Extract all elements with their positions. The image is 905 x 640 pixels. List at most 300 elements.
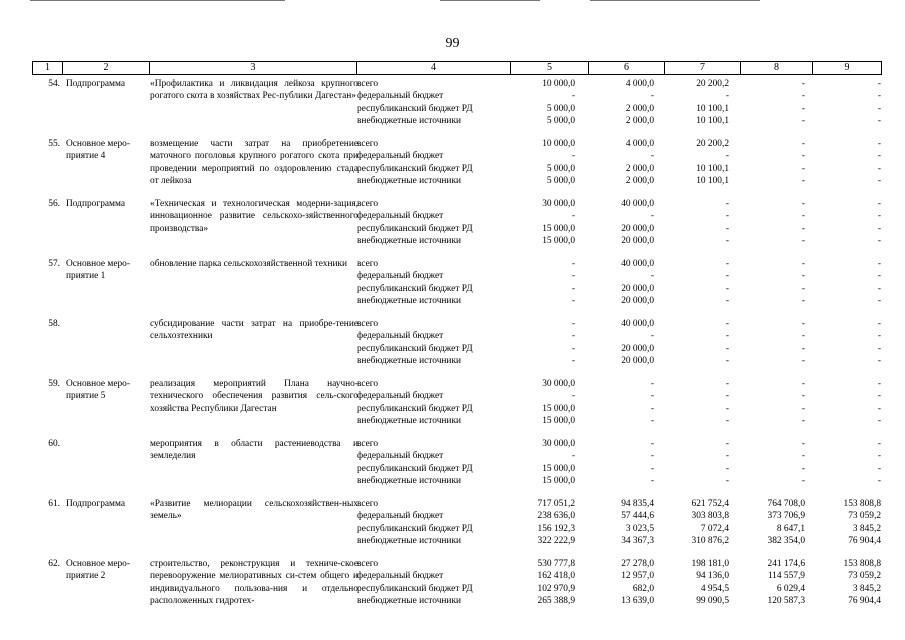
value-cell: 12 957,0 (621, 571, 654, 582)
value-cell: - (571, 331, 575, 342)
value-cell: 40 000,0 (621, 319, 654, 329)
value-cell: - (801, 116, 805, 127)
value-cell: - (725, 391, 729, 402)
row-type: Основное меро- приятие 2 (66, 559, 130, 582)
funding-source: республиканский бюджет РД (357, 343, 473, 354)
value-cell: - (650, 271, 654, 282)
value-cell: - (725, 271, 729, 282)
top-divider (440, 0, 540, 1)
funding-source: внебюджетные источники (357, 356, 462, 367)
value-cell: - (571, 356, 575, 367)
value-cell: - (877, 236, 881, 247)
funding-source: федеральный бюджет (357, 271, 444, 282)
value-column-7 (666, 438, 729, 488)
value-column-8 (742, 318, 805, 368)
value-cell: - (571, 283, 575, 294)
value-column-7 (666, 558, 729, 608)
value-cell: - (650, 391, 654, 402)
value-cell: 322 222,9 (537, 536, 575, 547)
value-column-7 (666, 138, 729, 188)
value-column-7 (666, 378, 729, 428)
value-column-9 (818, 558, 881, 608)
value-cell: - (725, 211, 729, 222)
funding-source: внебюджетные источники (357, 476, 462, 487)
funding-source: республиканский бюджет РД (357, 103, 473, 114)
funding-source: федеральный бюджет (357, 331, 444, 342)
value-cell: - (801, 391, 805, 402)
value-cell: 20 000,0 (621, 296, 654, 307)
value-cell: - (801, 176, 805, 187)
value-column-8 (742, 258, 805, 308)
value-column-7 (666, 198, 729, 248)
funding-source: республиканский бюджет РД (357, 163, 473, 174)
value-cell: 4 000,0 (625, 139, 654, 149)
value-cell: 7 072,4 (700, 523, 729, 534)
funding-sources (357, 318, 507, 368)
value-column-6 (590, 138, 654, 188)
column-header: 7 (665, 62, 741, 74)
value-column-5 (510, 318, 575, 368)
value-cell: - (725, 451, 729, 462)
value-column-8 (742, 498, 805, 548)
column-header: 3 (150, 62, 357, 74)
value-column-9 (818, 378, 881, 428)
value-column-6 (590, 558, 654, 608)
value-cell: - (571, 296, 575, 307)
value-cell: 3 023,5 (625, 523, 654, 534)
row-name: мероприятия в области растениеводства и земледелия (150, 439, 358, 462)
value-cell: - (725, 379, 729, 389)
value-cell: - (725, 463, 729, 474)
value-cell: - (877, 296, 881, 307)
value-cell: 10 100,1 (696, 163, 729, 174)
row-name: «Техническая и технологическая модерни-зация, инновационное развитие сельскохо-зяйственного производства» (150, 199, 358, 234)
value-cell: 20 000,0 (621, 283, 654, 294)
funding-source: всего (357, 79, 379, 89)
value-column-5 (510, 378, 575, 428)
value-column-6 (590, 438, 654, 488)
value-cell: - (877, 476, 881, 487)
value-cell: 10 100,1 (696, 116, 729, 127)
value-cell: - (877, 391, 881, 402)
value-cell: - (877, 356, 881, 367)
value-cell: - (877, 259, 881, 269)
value-cell: 40 000,0 (621, 259, 654, 269)
value-cell: - (725, 476, 729, 487)
funding-source: всего (357, 199, 379, 209)
value-cell: - (801, 319, 805, 329)
value-cell: - (725, 151, 729, 162)
value-cell: - (571, 343, 575, 354)
value-cell: 13 639,0 (621, 596, 654, 607)
value-cell: - (801, 296, 805, 307)
value-cell: 30 000,0 (542, 199, 575, 209)
value-cell: 94 136,0 (696, 571, 729, 582)
value-cell: - (877, 319, 881, 329)
value-cell: 20 000,0 (621, 223, 654, 234)
value-cell: 241 174,6 (767, 559, 805, 569)
value-cell: 73 059,2 (848, 571, 881, 582)
value-cell: 682,0 (632, 583, 654, 594)
value-cell: 15 000,0 (542, 476, 575, 487)
value-cell: - (877, 283, 881, 294)
value-column-6 (590, 198, 654, 248)
value-cell: - (571, 271, 575, 282)
value-cell: - (801, 163, 805, 174)
value-cell: - (877, 271, 881, 282)
value-cell: - (725, 356, 729, 367)
funding-source: федеральный бюджет (357, 91, 444, 102)
value-cell: 10 100,1 (696, 176, 729, 187)
funding-source: республиканский бюджет РД (357, 583, 473, 594)
value-column-6 (590, 318, 654, 368)
value-cell: 114 557,9 (767, 571, 805, 582)
funding-source: всего (357, 139, 379, 149)
row-number: 62. (48, 559, 60, 569)
value-column-7 (666, 78, 729, 128)
value-cell: - (650, 451, 654, 462)
value-column-8 (742, 378, 805, 428)
value-cell: - (801, 343, 805, 354)
funding-sources (357, 378, 507, 428)
column-header: 9 (844, 62, 850, 73)
row-number: 61. (48, 499, 60, 509)
row-type: Основное меро- приятие 1 (66, 259, 130, 282)
top-divider (590, 0, 760, 1)
funding-sources (357, 198, 507, 248)
value-cell: - (725, 439, 729, 449)
value-cell: - (801, 476, 805, 487)
funding-source: федеральный бюджет (357, 571, 444, 582)
value-cell: - (877, 403, 881, 414)
value-cell: 30 000,0 (542, 439, 575, 449)
value-cell: - (801, 79, 805, 89)
value-column-9 (818, 498, 881, 548)
value-cell: 153 808,8 (843, 559, 881, 569)
value-cell: - (801, 151, 805, 162)
column-header: 5 (511, 62, 589, 74)
value-cell: - (650, 463, 654, 474)
value-cell: - (801, 211, 805, 222)
value-cell: - (571, 91, 575, 102)
funding-source: федеральный бюджет (357, 211, 444, 222)
funding-sources (357, 258, 507, 308)
funding-source: всего (357, 439, 379, 449)
value-cell: - (801, 139, 805, 149)
funding-source: федеральный бюджет (357, 151, 444, 162)
value-cell: 156 192,3 (537, 523, 575, 534)
funding-source: республиканский бюджет РД (357, 223, 473, 234)
value-column-6 (590, 78, 654, 128)
row-number: 58. (48, 319, 60, 329)
value-cell: - (801, 259, 805, 269)
value-cell: 40 000,0 (621, 199, 654, 209)
value-cell: 5 000,0 (546, 116, 575, 127)
value-cell: - (650, 403, 654, 414)
value-cell: - (801, 236, 805, 247)
row-number: 59. (48, 379, 60, 389)
value-cell: - (725, 236, 729, 247)
value-cell: 153 808,8 (843, 499, 881, 509)
value-column-6 (590, 258, 654, 308)
row-name: возмещение части затрат на приобретение маточного поголовья крупного рогатого скота при проведении мероприятий по оздоровлению стада от лейкоза (150, 139, 358, 187)
funding-source: всего (357, 499, 379, 509)
value-column-7 (666, 318, 729, 368)
value-cell: 621 752,4 (691, 499, 729, 509)
row-type: Основное меро- приятие 4 (66, 139, 130, 162)
value-cell: - (650, 439, 654, 449)
value-cell: - (725, 296, 729, 307)
value-cell: 4 954,5 (700, 583, 729, 594)
value-cell: - (877, 163, 881, 174)
value-cell: - (725, 319, 729, 329)
value-cell: - (877, 199, 881, 209)
value-cell: 2 000,0 (625, 103, 654, 114)
value-cell: - (877, 151, 881, 162)
value-cell: - (650, 151, 654, 162)
column-header: 4 (357, 62, 511, 74)
funding-source: республиканский бюджет РД (357, 403, 473, 414)
value-cell: 530 777,8 (537, 559, 575, 569)
value-cell: 5 000,0 (546, 163, 575, 174)
value-cell: 94 835,4 (621, 499, 654, 509)
funding-source: республиканский бюджет РД (357, 523, 473, 534)
value-cell: 120 587,3 (767, 596, 805, 607)
value-cell: - (877, 331, 881, 342)
value-cell: 3 845,2 (852, 583, 881, 594)
value-cell: 20 000,0 (621, 236, 654, 247)
value-cell: - (571, 211, 575, 222)
funding-source: федеральный бюджет (357, 391, 444, 402)
value-cell: 10 100,1 (696, 103, 729, 114)
funding-source: внебюджетные источники (357, 116, 462, 127)
value-cell: - (725, 199, 729, 209)
funding-source: внебюджетные источники (357, 416, 462, 427)
row-number: 57. (48, 259, 60, 269)
value-cell: - (725, 331, 729, 342)
funding-sources (357, 438, 507, 488)
value-cell: - (877, 451, 881, 462)
value-column-5 (510, 438, 575, 488)
funding-source: внебюджетные источники (357, 596, 462, 607)
value-cell: - (801, 331, 805, 342)
value-cell: - (725, 343, 729, 354)
value-cell: 10 000,0 (542, 79, 575, 89)
value-column-8 (742, 438, 805, 488)
value-cell: 27 278,0 (621, 559, 654, 569)
value-column-6 (590, 378, 654, 428)
value-cell: 102 970,9 (537, 583, 575, 594)
value-cell: 3 845,2 (852, 523, 881, 534)
value-column-9 (818, 318, 881, 368)
column-header: 8 (741, 62, 813, 74)
funding-source: внебюджетные источники (357, 176, 462, 187)
value-cell: - (801, 199, 805, 209)
value-cell: - (801, 283, 805, 294)
funding-source: внебюджетные источники (357, 296, 462, 307)
value-cell: - (571, 451, 575, 462)
value-cell: - (801, 379, 805, 389)
value-cell: - (877, 416, 881, 427)
value-cell: - (650, 476, 654, 487)
value-cell: - (877, 463, 881, 474)
value-cell: - (801, 271, 805, 282)
value-cell: 20 000,0 (621, 343, 654, 354)
value-cell: 34 367,3 (621, 536, 654, 547)
funding-sources (357, 78, 507, 128)
value-cell: - (725, 283, 729, 294)
value-cell: 382 354,0 (767, 536, 805, 547)
funding-source: всего (357, 319, 379, 329)
column-header: 2 (63, 62, 150, 74)
page-number: 99 (445, 36, 460, 51)
funding-source: федеральный бюджет (357, 451, 444, 462)
value-column-9 (818, 258, 881, 308)
value-column-9 (818, 138, 881, 188)
value-cell: - (877, 139, 881, 149)
value-cell: - (877, 91, 881, 102)
funding-source: республиканский бюджет РД (357, 283, 473, 294)
value-cell: 4 000,0 (625, 79, 654, 89)
value-cell: 198 181,0 (691, 559, 729, 569)
row-name: реализация мероприятий Плана научно-технического обеспечения развития сель-ского хозяйства Республики Дагестан (150, 379, 358, 414)
value-cell: 310 876,2 (691, 536, 729, 547)
value-cell: - (877, 439, 881, 449)
value-cell: - (877, 79, 881, 89)
value-column-7 (666, 258, 729, 308)
value-cell: - (650, 379, 654, 389)
value-column-8 (742, 138, 805, 188)
row-name: субсидирование части затрат на приобре-тение сельхозтехники (150, 319, 358, 342)
value-column-7 (666, 498, 729, 548)
value-cell: 8 647,1 (776, 523, 805, 534)
value-cell: - (877, 223, 881, 234)
value-cell: 20 200,2 (696, 139, 729, 149)
value-cell: 15 000,0 (542, 223, 575, 234)
value-cell: 238 636,0 (537, 511, 575, 522)
value-column-9 (818, 198, 881, 248)
value-cell: - (650, 331, 654, 342)
value-cell: - (877, 176, 881, 187)
value-cell: - (801, 451, 805, 462)
value-cell: - (801, 463, 805, 474)
value-cell: 76 904,4 (848, 536, 881, 547)
value-cell: 5 000,0 (546, 103, 575, 114)
value-cell: 5 000,0 (546, 176, 575, 187)
value-cell: 10 000,0 (542, 139, 575, 149)
value-cell: 2 000,0 (625, 116, 654, 127)
value-cell: 303 803,8 (691, 511, 729, 522)
value-cell: 76 904,4 (848, 596, 881, 607)
row-name: обновление парка сельскохозяйственной техники (150, 259, 348, 269)
value-cell: - (725, 416, 729, 427)
value-cell: - (650, 416, 654, 427)
column-header: 1 (33, 62, 63, 74)
value-cell: 6 029,4 (776, 583, 805, 594)
value-cell: 73 059,2 (848, 511, 881, 522)
value-cell: - (801, 91, 805, 102)
value-cell: 717 051,2 (537, 499, 575, 509)
top-divider (30, 0, 285, 1)
value-column-5 (510, 138, 575, 188)
row-type: Подпрограмма (66, 499, 126, 509)
value-cell: 15 000,0 (542, 463, 575, 474)
funding-source: внебюджетные источники (357, 536, 462, 547)
value-cell: 20 200,2 (696, 79, 729, 89)
funding-sources (357, 498, 507, 548)
value-cell: - (571, 319, 575, 329)
value-cell: - (801, 223, 805, 234)
value-cell: 2 000,0 (625, 176, 654, 187)
value-cell: - (725, 403, 729, 414)
value-cell: - (801, 103, 805, 114)
value-column-9 (818, 438, 881, 488)
value-column-8 (742, 198, 805, 248)
value-cell: - (725, 259, 729, 269)
value-column-6 (590, 498, 654, 548)
value-cell: - (801, 403, 805, 414)
funding-source: федеральный бюджет (357, 511, 444, 522)
funding-source: всего (357, 259, 379, 269)
value-cell: 99 090,5 (696, 596, 729, 607)
value-cell: 162 418,0 (537, 571, 575, 582)
funding-source: внебюджетные источники (357, 236, 462, 247)
row-name: «Развитие мелиорации сельскохозяйствен-ных земель» (150, 499, 358, 522)
row-type: Основное меро- приятие 5 (66, 379, 130, 402)
funding-sources (357, 138, 507, 188)
row-type: Подпрограмма (66, 199, 126, 209)
row-number: 56. (48, 199, 60, 209)
row-number: 55. (48, 139, 60, 149)
row-name: «Профилактика и ликвидация лейкоза крупного рогатого скота в хозяйствах Рес-публики Дагестан» (150, 79, 358, 102)
value-cell: 764 708,0 (767, 499, 805, 509)
column-header: 6 (589, 62, 665, 74)
value-column-5 (510, 498, 575, 548)
value-column-5 (510, 258, 575, 308)
value-cell: - (571, 259, 575, 269)
value-cell: - (725, 91, 729, 102)
value-cell: - (801, 439, 805, 449)
value-column-5 (510, 198, 575, 248)
value-column-8 (742, 78, 805, 128)
value-cell: - (725, 223, 729, 234)
row-number: 54. (48, 79, 60, 89)
value-cell: 15 000,0 (542, 403, 575, 414)
value-cell: - (877, 379, 881, 389)
funding-source: всего (357, 379, 379, 389)
value-cell: 30 000,0 (542, 379, 575, 389)
value-cell: 373 706,9 (767, 511, 805, 522)
value-column-8 (742, 558, 805, 608)
value-cell: 15 000,0 (542, 236, 575, 247)
value-cell: - (571, 391, 575, 402)
value-column-5 (510, 78, 575, 128)
row-name: строительство, реконструкция и техниче-ское перевооружение мелиоративных си-стем общего и индивидуального пользова-ния и отдельно расположенных гидротех- (150, 559, 358, 607)
value-cell: 2 000,0 (625, 163, 654, 174)
value-cell: - (801, 356, 805, 367)
value-cell: 265 388,9 (537, 596, 575, 607)
funding-source: всего (357, 559, 379, 569)
value-cell: - (877, 211, 881, 222)
funding-source: республиканский бюджет РД (357, 463, 473, 474)
value-cell: 20 000,0 (621, 356, 654, 367)
value-cell: - (877, 116, 881, 127)
value-column-9 (818, 78, 881, 128)
value-cell: - (801, 416, 805, 427)
value-cell: - (650, 211, 654, 222)
value-cell: - (571, 151, 575, 162)
row-type: Подпрограмма (66, 79, 126, 89)
